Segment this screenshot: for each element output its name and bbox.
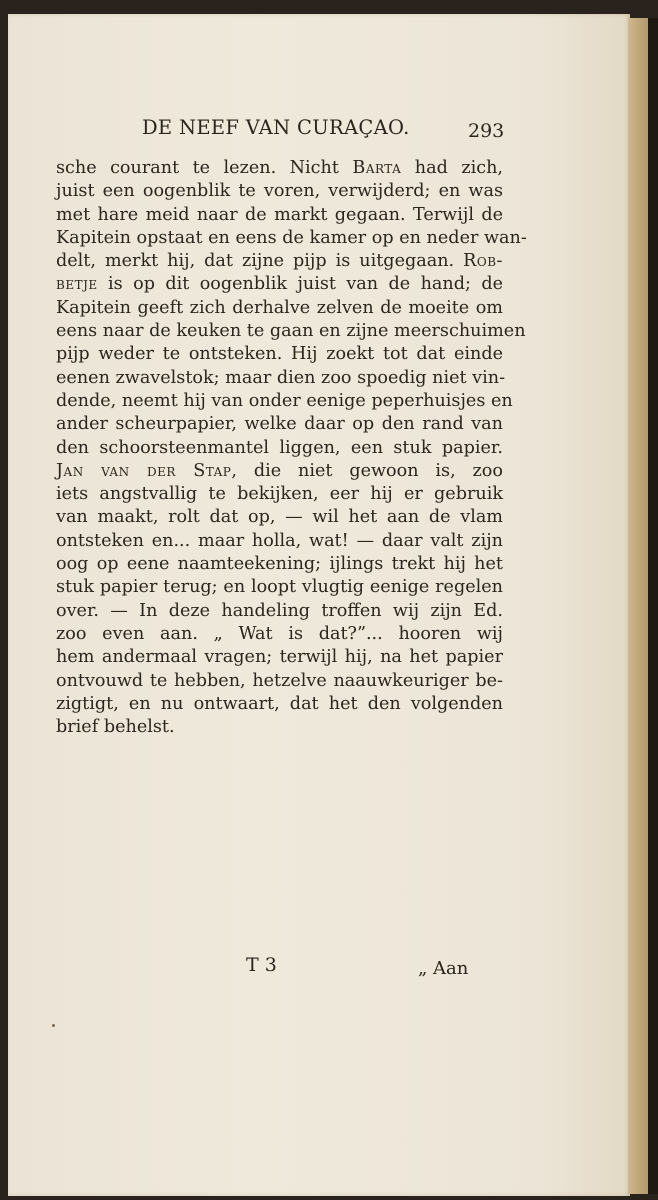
text-segment: den schoorsteenmantel liggen, een stuk papier.	[56, 437, 503, 458]
text-line	[56, 227, 527, 250]
text-segment: zoo even aan. „ Wat is dat?”... hooren wij	[56, 623, 503, 644]
text-segment: eenen zwavelstok; maar dien zoo spoedig niet vin-	[56, 367, 506, 388]
page-edge	[628, 18, 648, 1194]
text-line	[56, 693, 503, 716]
text-line	[56, 716, 503, 739]
text-line	[56, 506, 503, 529]
text-segment: , die niet gewoon is, zoo	[231, 460, 503, 481]
text-segment: zigtigt, en nu ontwaart, dat het den volgenden	[56, 693, 503, 714]
text-segment: juist een oogenblik te voren, verwijderd; en was	[56, 181, 503, 202]
text-line	[56, 646, 503, 669]
text-line	[56, 273, 503, 296]
text-segment: oog op eene naamteekening; ijlings trekt hij het	[56, 554, 503, 575]
text-line	[56, 670, 503, 693]
text-line	[56, 204, 503, 227]
text-line	[56, 576, 503, 599]
text-line	[56, 390, 513, 413]
text-segment: iets angstvallig te bekijken, eer hij er gebruik	[56, 484, 503, 505]
text-line	[56, 367, 506, 390]
small-caps-name: Rob-	[463, 251, 503, 272]
text-segment: van maakt, rolt dat op, — wil het aan de vlam	[56, 507, 503, 528]
running-head	[8, 116, 630, 146]
text-line	[56, 623, 503, 646]
text-segment: Kapitein opstaat en eens de kamer op en neder wan-	[56, 227, 527, 248]
text-line	[56, 530, 503, 553]
text-segment: is op dit oogenblik juist van de hand; de	[97, 274, 503, 295]
text-line	[56, 157, 503, 180]
text-segment: ander scheurpapier, welke daar op den rand van	[56, 414, 503, 435]
text-segment: sche courant te lezen. Nicht	[56, 158, 353, 178]
small-caps-name: Jan van der Stap	[56, 460, 232, 481]
text-segment: eens naar de keuken te gaan en zijne meerschuimen	[56, 321, 526, 342]
text-segment: over. — In deze handeling troffen wij zijn Ed.	[56, 600, 503, 621]
text-segment: pijp weder te ontsteken. Hij zoekt tot dat einde	[56, 344, 503, 365]
small-caps-name: betje	[56, 274, 98, 295]
body-text	[56, 157, 527, 739]
text-segment: ontsteken en... maar holla, wat! — daar valt zijn	[56, 530, 503, 551]
text-line	[56, 250, 503, 273]
paper-speck	[52, 1024, 55, 1027]
text-segment: stuk papier terug; en loopt vlugtig eenige regelen	[56, 577, 503, 598]
text-segment: brief behelst.	[56, 717, 175, 738]
running-title: DE NEEF VAN CURAÇAO.	[142, 116, 410, 139]
catchword: „ Aan	[418, 958, 469, 979]
text-segment: Kapitein geeft zich derhalve zelven de moeite om	[56, 297, 503, 318]
text-line	[56, 343, 503, 366]
text-line	[56, 460, 503, 483]
text-line	[56, 180, 503, 203]
text-segment: dende, neemt hij van onder eenige peperhuisjes en	[56, 390, 513, 411]
text-segment: ontvouwd te hebben, hetzelve naauwkeuriger be-	[56, 670, 503, 691]
text-segment: delt, merkt hij, dat zijne pijp is uitgegaan.	[56, 251, 464, 272]
page-number: 293	[468, 120, 505, 142]
book-page	[8, 14, 630, 1196]
text-line	[56, 297, 503, 320]
text-segment: had zich,	[401, 158, 503, 178]
text-line	[56, 483, 503, 506]
text-line	[56, 437, 503, 460]
text-line	[56, 553, 503, 576]
text-line	[56, 320, 526, 343]
signature-mark: T 3	[246, 954, 277, 976]
text-segment: met hare meid naar de markt gegaan. Terwijl de	[56, 204, 503, 225]
page-footer	[8, 954, 630, 984]
small-caps-name: Barta	[352, 158, 402, 178]
text-segment: hem andermaal vragen; terwijl hij, na het papier	[56, 647, 503, 668]
text-line	[56, 413, 503, 436]
text-line	[56, 600, 503, 623]
